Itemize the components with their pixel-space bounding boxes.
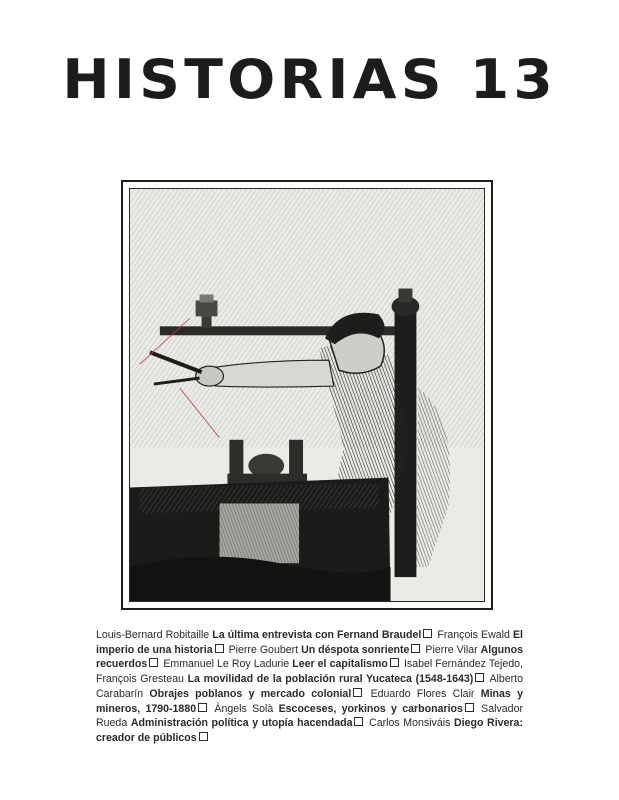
separator-box-icon [475,673,484,682]
separator-box-icon [198,703,207,712]
entry-author: Carlos Monsiváis [369,717,451,730]
entry-author: Eduardo Flores Clair [370,687,475,700]
separator-box-icon [423,629,432,638]
entry-author: Pierre Goubert [228,643,299,656]
separator-box-icon [411,644,420,653]
entry-title: Leer el capitalismo [292,658,388,671]
entry-title: Algunos recuerdos [96,643,523,671]
entry-author: Salvador Rueda [96,702,523,730]
entry-title: Un déspota sonriente [301,643,410,656]
cover-illustration [129,188,485,602]
entry-author: Pierre Vilar [425,643,478,656]
separator-box-icon [354,717,363,726]
contents-entry [96,629,421,641]
separator-box-icon [353,688,362,697]
cover-illustration-frame [121,180,493,610]
illustration-icon [130,189,484,601]
entry-author: Louis-Bernard Robitaille [96,629,210,641]
entry-title: El imperio de una historia [96,629,523,656]
contents-entry [214,703,462,715]
contents-entry [163,658,388,670]
entry-title: Administración política y utopía hacendada [130,717,353,730]
masthead [0,48,619,111]
entry-author: Isabel Fernández Tejedo, François Gresteau [96,658,523,686]
entry-title: Escoceses, yorkinos y carbonarios [278,702,463,715]
entry-author: François Ewald [437,629,510,641]
table-of-contents [96,628,523,746]
entry-title: Diego Rivera: creador de públicos [96,717,523,744]
entry-author: Alberto Carabarín [96,673,524,700]
separator-box-icon [149,658,158,667]
separator-box-icon [199,732,208,741]
entry-author: Emmanuel Le Roy Ladurie [163,658,290,671]
entry-author: Àngels Solà [214,702,274,715]
entry-title: La última entrevista con Fernand Braudel [212,629,422,641]
contents-entry [229,644,410,656]
separator-box-icon [390,658,399,667]
masthead-title: HISTORIAS 13 [62,48,557,111]
entry-title: La movilidad de la población rural Yucateca (1548-1643) [187,673,474,686]
entry-title: Minas y mineros, 1790-1880 [96,687,523,715]
separator-box-icon [215,644,224,653]
entry-title: Obrajes poblanos y mercado colonial [149,687,352,700]
separator-box-icon [465,703,474,712]
